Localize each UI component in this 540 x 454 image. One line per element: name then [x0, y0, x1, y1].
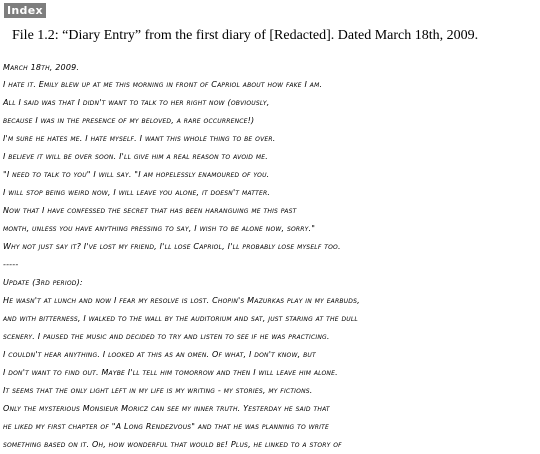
index-link[interactable]: Index	[4, 3, 46, 18]
entry-line: I hate it. Emily blew up at me this morning in front of Capriol about how fake I am.	[3, 80, 323, 89]
entry-line: and with bitterness, I walked to the wall by the auditorium and sat, just staring at the dull	[3, 314, 358, 323]
entry-line: because I was in the presence of my beloved, a rare occurrence!)	[3, 116, 255, 125]
entry-line: He wasn't at lunch and now I fear my resolve is lost. Chopin's Mazurkas play in my earbuds,	[3, 296, 360, 305]
diary-entry	[3, 60, 537, 454]
entry-line: I couldn't hear anything. I looked at this as an omen. Of what, I don't know, but	[3, 350, 316, 359]
entry-line: It seems that the only light left in my life is my writing - my stories, my fictions.	[3, 386, 313, 395]
entry-date: March 18th, 2009.	[3, 63, 80, 72]
entry-line: Why not just say it? I've lost my friend, I'll lose Capriol, I'll probably lose myself too.	[3, 242, 341, 251]
entry-line: Now that I have confessed the secret that has been haranguing me this past	[3, 206, 297, 215]
entry-line: scenery. I paused the music and decided to try and listen to see if he was practicing.	[3, 332, 330, 341]
entry-line: All I said was that I didn't want to talk to her right now (obviously,	[3, 98, 270, 107]
entry-line: Only the mysterious Monsieur Moricz can see my inner truth. Yesterday he said that	[3, 404, 330, 413]
entry-line: I'm sure he hates me. I hate myself. I want this whole thing to be over.	[3, 134, 276, 143]
section-divider: -----	[3, 260, 19, 269]
entry-line: something based on it. Oh, how wonderful that would be! Plus, he linked to a story of	[3, 440, 342, 449]
entry-line: month, unless you have anything pressing to say, I wish to be alone now, sorry."	[3, 224, 316, 233]
entry-line: I believe it will be over soon. I'll give him a real reason to avoid me.	[3, 152, 268, 161]
entry-line: he liked my first chapter of "A Long Rendezvous" and that he was planning to write	[3, 422, 330, 431]
update-heading: Update (3rd period):	[3, 278, 83, 287]
entry-line: I don't want to find out. Maybe I'll tell him tomorrow and then I will leave him alone.	[3, 368, 338, 377]
entry-line: "I need to talk to you" I will say. "I am hopelessly enamoured of you.	[3, 170, 270, 179]
entry-line: I will stop being weird now, I will leave you alone, it doesn't matter.	[3, 188, 271, 197]
file-title: File 1.2: “Diary Entry” from the first diary of [Redacted]. Dated March 18th, 2009.	[12, 28, 479, 43]
